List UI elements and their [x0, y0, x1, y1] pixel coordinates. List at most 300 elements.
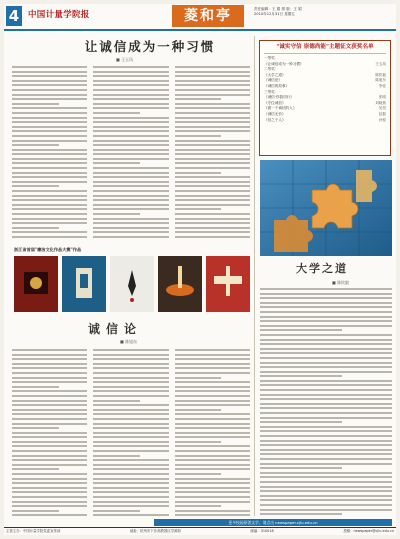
award-entry-author: 吴昊	[378, 106, 386, 111]
body-text-line	[93, 510, 140, 512]
text-column	[12, 349, 87, 519]
body-text-line	[93, 204, 168, 206]
body-text-line	[12, 445, 87, 447]
body-text-line	[93, 390, 168, 392]
body-text-line	[93, 441, 168, 443]
body-text-line	[12, 112, 87, 114]
body-text-line	[12, 103, 59, 105]
body-text-line	[175, 445, 250, 447]
body-text-line	[260, 334, 392, 336]
puzzle-image	[260, 160, 392, 256]
date-line: 2010年12月31日 星期五	[254, 12, 295, 16]
body-text-line	[175, 450, 250, 452]
body-text-line	[12, 423, 87, 425]
body-text-line	[12, 377, 87, 379]
body-text-line	[175, 496, 250, 498]
body-text-line	[12, 199, 87, 201]
body-text-line	[175, 487, 250, 489]
article-byline	[116, 57, 133, 62]
poster-art	[62, 256, 106, 312]
body-text-line	[175, 176, 250, 178]
body-text-line	[175, 501, 250, 503]
article-title: 让诚信成为一种习惯	[84, 39, 216, 54]
award-entry-title: 三等奖：	[264, 89, 279, 94]
award-list-item	[264, 118, 386, 124]
body-text-line	[175, 112, 250, 114]
body-text-line	[12, 89, 87, 91]
body-text-line	[93, 172, 168, 174]
newspaper-page	[4, 4, 396, 535]
body-text-line	[93, 162, 140, 164]
body-text-line	[175, 400, 250, 402]
body-text-line	[93, 94, 168, 96]
body-text-line	[175, 436, 250, 438]
body-text-line	[175, 409, 222, 411]
body-text-line	[175, 491, 250, 493]
byline-marker-icon: ■	[116, 57, 122, 62]
body-text-line	[93, 231, 168, 233]
body-text-line	[12, 436, 87, 438]
body-text-line	[260, 495, 392, 497]
body-text-line	[175, 135, 222, 137]
body-text-line	[175, 140, 250, 142]
body-text-line	[12, 505, 87, 507]
body-text-line	[260, 339, 392, 341]
body-text-line	[175, 190, 250, 192]
body-text-line	[260, 343, 392, 345]
award-entry-author: 刘晓燕	[375, 100, 386, 105]
body-text-line	[93, 473, 168, 475]
body-text-line	[260, 435, 392, 437]
poster-caption: 浙江省首届"廉洁文化作品大赛"作品	[14, 247, 82, 252]
body-text-line	[93, 445, 168, 447]
award-entry-title: 《做一个诚信的人》	[264, 106, 297, 111]
body-text-line	[93, 349, 168, 351]
body-text-line	[93, 84, 168, 86]
body-text-line	[260, 302, 392, 304]
body-text-line	[175, 158, 250, 160]
body-text-line	[260, 440, 392, 442]
body-text-line	[12, 464, 87, 466]
body-text-line	[93, 372, 168, 374]
award-entry-author: 孙悦	[378, 117, 386, 122]
body-text-line	[260, 504, 392, 506]
body-text-line	[93, 130, 168, 132]
body-text-line	[12, 496, 87, 498]
body-text-line	[175, 94, 250, 96]
footer	[6, 529, 394, 534]
body-text-line	[175, 213, 250, 215]
body-text-line	[93, 195, 168, 197]
body-text-line	[93, 80, 168, 82]
footer-rule	[4, 527, 396, 528]
body-text-line	[93, 149, 168, 151]
body-text-line	[12, 130, 87, 132]
body-text-line	[93, 404, 168, 406]
body-text-line	[93, 135, 168, 137]
byline-name: 陈旭东	[125, 339, 138, 344]
body-text-line	[12, 349, 87, 351]
body-text-line	[93, 514, 168, 516]
body-text-line	[175, 482, 250, 484]
body-text-line	[260, 316, 392, 318]
body-text-line	[260, 398, 392, 400]
body-text-line	[93, 409, 168, 411]
body-text-line	[12, 441, 87, 443]
award-entry-title: 《守住诚信》	[264, 100, 286, 105]
footer-postcode: 邮编：310018	[250, 529, 274, 533]
body-text-line	[175, 153, 250, 155]
body-text-line	[93, 367, 168, 369]
masthead	[4, 4, 396, 28]
body-text-line	[260, 458, 392, 460]
body-text-line	[93, 199, 168, 201]
body-text-line	[93, 176, 168, 178]
body-text-line	[93, 400, 140, 402]
award-entry-title: 《诚信无价》	[264, 111, 286, 116]
body-text-line	[260, 348, 392, 350]
body-text-line	[175, 130, 250, 132]
body-text-line	[260, 421, 342, 423]
body-text-line	[260, 481, 392, 483]
body-text-line	[175, 204, 250, 206]
poster-image	[158, 256, 202, 312]
byline-marker-icon: ■	[332, 280, 338, 285]
body-text-line	[12, 400, 87, 402]
body-text-line	[93, 144, 168, 146]
body-text-line	[175, 432, 250, 434]
body-text-line	[12, 176, 87, 178]
article-title: 大学之道	[296, 262, 348, 275]
body-text-line	[175, 103, 250, 105]
body-text-line	[12, 80, 87, 82]
body-text-line	[175, 427, 250, 429]
body-text-line	[12, 227, 59, 229]
body-text-line	[93, 418, 168, 420]
body-text-line	[93, 413, 168, 415]
award-entry-title: 一等奖：	[264, 56, 279, 60]
body-text-line	[175, 84, 250, 86]
body-text-line	[175, 413, 250, 415]
body-text-line	[175, 117, 250, 119]
body-text-line	[12, 149, 87, 151]
body-text-line	[175, 208, 222, 210]
body-text-line	[12, 204, 87, 206]
footer-publisher: 主管主办：中国计量学院党委宣传部	[6, 529, 61, 533]
body-text-line	[93, 450, 168, 452]
body-text-line	[12, 107, 87, 109]
article-byline	[332, 280, 349, 285]
column-divider	[254, 36, 255, 516]
body-text-line	[175, 71, 250, 73]
award-entry-title: 《让诚信成为一种习惯》	[264, 61, 304, 66]
body-text-line	[12, 478, 87, 480]
body-text-line	[93, 377, 168, 379]
body-text-line	[260, 490, 392, 492]
body-text-line	[93, 75, 168, 77]
body-text-line	[12, 236, 87, 238]
body-text-line	[260, 371, 392, 373]
body-text-line	[260, 426, 392, 428]
body-text-line	[175, 195, 250, 197]
body-text-line	[93, 478, 168, 480]
body-text-line	[175, 468, 250, 470]
body-text-line	[175, 386, 250, 388]
award-entry-author: 陈旭东	[375, 78, 386, 83]
body-text-line	[93, 505, 168, 507]
award-list	[264, 56, 386, 123]
body-text-line	[175, 354, 250, 356]
body-text-line	[175, 66, 250, 68]
body-text-line	[12, 427, 59, 429]
masthead-meta	[254, 7, 394, 17]
body-text-line	[12, 66, 87, 68]
article-title: 诚信论	[88, 322, 143, 336]
body-text-line	[93, 117, 168, 119]
body-text-line	[93, 190, 168, 192]
body-text-line	[175, 107, 250, 109]
body-text-line	[175, 372, 250, 374]
body-text-line	[12, 84, 87, 86]
body-text-line	[175, 149, 250, 151]
body-text-line	[12, 167, 87, 169]
body-text-line	[93, 181, 168, 183]
body-text-line	[175, 390, 250, 392]
article-byline	[120, 339, 137, 344]
body-text-line	[175, 222, 250, 224]
body-text-line	[260, 366, 392, 368]
body-text-line	[93, 213, 140, 215]
body-text-line	[12, 432, 87, 434]
body-text-line	[175, 126, 250, 128]
body-text-line	[93, 386, 168, 388]
body-text-line	[12, 404, 87, 406]
body-text-line	[93, 89, 168, 91]
body-text-line	[175, 473, 222, 475]
award-entry-title: 《诚信论》	[264, 78, 282, 83]
body-text-line	[93, 185, 168, 187]
body-text-line	[12, 487, 87, 489]
body-text-line	[260, 486, 392, 488]
body-text-line	[93, 395, 168, 397]
award-entry-title: 《诚信的故事》	[264, 83, 290, 88]
body-text-line	[175, 404, 250, 406]
body-text-line	[93, 140, 168, 142]
body-text-line	[175, 349, 250, 351]
body-text-line	[12, 468, 59, 470]
body-text-line	[260, 320, 392, 322]
body-text-line	[260, 362, 392, 364]
byline-marker-icon: ■	[120, 339, 126, 344]
body-text-line	[93, 468, 168, 470]
body-text-line	[93, 107, 168, 109]
body-text-line	[260, 499, 392, 501]
body-text-line	[12, 358, 87, 360]
body-text-line	[12, 185, 59, 187]
body-text-line	[260, 306, 392, 308]
poster-art	[14, 256, 58, 312]
body-text-line	[93, 103, 168, 105]
text-column	[93, 66, 168, 243]
body-text-line	[260, 380, 392, 382]
body-text-line	[175, 162, 250, 164]
body-text-line	[260, 509, 392, 511]
body-text-line	[12, 117, 87, 119]
byline-name: 陈钦毅	[337, 280, 350, 285]
body-text-line	[12, 501, 87, 503]
body-text-line	[175, 377, 222, 379]
body-text-line	[175, 418, 250, 420]
body-text-line	[175, 199, 250, 201]
body-text-line	[175, 236, 250, 238]
byline-name: 王玉凤	[121, 57, 134, 62]
body-text-line	[12, 514, 87, 516]
body-text-line	[175, 218, 250, 220]
body-text-line	[260, 476, 392, 478]
body-text-line	[12, 144, 59, 146]
body-text-line	[93, 459, 168, 461]
body-text-line	[260, 389, 392, 391]
body-text-line	[260, 394, 392, 396]
body-text-line	[12, 222, 87, 224]
body-text-line	[12, 98, 87, 100]
body-text-line	[175, 478, 250, 480]
body-text-line	[12, 381, 87, 383]
page-number: 4	[6, 6, 22, 26]
body-text-line	[12, 418, 87, 420]
footer-email: 投稿：newspaper@cjlu.edu.cn	[343, 529, 394, 533]
body-text-line	[12, 409, 87, 411]
masthead-rule	[4, 29, 396, 31]
body-text-line	[93, 491, 168, 493]
body-text-line	[260, 513, 342, 515]
body-text-line	[12, 450, 87, 452]
body-text-line	[12, 172, 87, 174]
footer-address: 地址：杭州市下沙高教园区学源街	[129, 529, 181, 533]
body-text-line	[93, 167, 168, 169]
body-text-line	[12, 208, 87, 210]
body-text-line	[12, 158, 87, 160]
body-text-line	[260, 417, 392, 419]
body-text-line	[12, 455, 87, 457]
body-text-line	[260, 412, 392, 414]
body-text-line	[260, 288, 392, 290]
body-text-line	[175, 98, 222, 100]
body-text-line	[93, 432, 168, 434]
body-text-line	[260, 407, 392, 409]
body-text-line	[93, 227, 168, 229]
body-text-line	[12, 94, 87, 96]
body-text-line	[175, 423, 250, 425]
body-text-line	[175, 172, 222, 174]
award-entry-title: 二等奖：	[264, 67, 279, 72]
body-text-line	[93, 381, 168, 383]
poster-image	[110, 256, 154, 312]
award-entry-title: 《大学之道》	[264, 72, 286, 77]
body-text-line	[93, 208, 168, 210]
body-text-line	[93, 363, 168, 365]
editor-line: 责任编辑：王 娟 排 版：王 娟	[254, 7, 302, 11]
body-text-line	[93, 496, 168, 498]
body-text-line	[12, 181, 87, 183]
body-text-line	[260, 384, 392, 386]
body-text-line	[175, 185, 250, 187]
body-text-line	[175, 227, 250, 229]
body-text-line	[175, 510, 250, 512]
article-body	[12, 66, 250, 243]
body-text-line	[260, 453, 392, 455]
body-text-line	[260, 297, 392, 299]
body-text-line	[93, 436, 168, 438]
award-entry-author: 陈钦毅	[375, 72, 386, 77]
body-text-line	[93, 358, 168, 360]
article-body	[260, 288, 392, 516]
body-text-line	[12, 153, 87, 155]
body-text-line	[93, 423, 168, 425]
body-text-line	[175, 464, 250, 466]
body-text-line	[12, 386, 59, 388]
body-text-line	[175, 181, 250, 183]
body-text-line	[12, 162, 87, 164]
text-column	[93, 349, 168, 519]
body-text-line	[260, 403, 392, 405]
body-text-line	[175, 80, 250, 82]
body-text-line	[93, 218, 168, 220]
body-text-line	[93, 487, 168, 489]
body-text-line	[175, 459, 250, 461]
text-column	[175, 66, 250, 243]
body-text-line	[175, 144, 250, 146]
body-text-line	[12, 395, 87, 397]
body-text-line	[12, 473, 87, 475]
award-list-box	[259, 40, 391, 156]
body-text-line	[260, 357, 392, 359]
award-entry-author: 张明	[378, 95, 386, 100]
body-text-line	[175, 381, 250, 383]
award-list-title: "诚实守信 崇德尚能"主题征文获奖名单	[264, 44, 386, 54]
body-text-line	[175, 358, 250, 360]
body-text-line	[93, 222, 168, 224]
body-text-line	[260, 444, 392, 446]
website-link-banner[interactable]: 更多校园原创文学，请点击 newspaper.cjlu.edu.cn	[154, 519, 392, 526]
body-text-line	[260, 467, 342, 469]
text-column	[12, 66, 87, 243]
body-text-line	[12, 135, 87, 137]
body-text-line	[93, 464, 168, 466]
award-entry-author: 王玉凤	[375, 61, 386, 66]
award-entry-title: 《诚信·你我同行》	[264, 95, 294, 100]
body-text-line	[93, 66, 168, 68]
poster-strip	[14, 256, 250, 312]
puzzle-illustration	[260, 160, 392, 256]
body-text-line	[12, 367, 87, 369]
award-entry-author: 李佳	[378, 83, 386, 88]
body-text-line	[93, 158, 168, 160]
body-text-line	[12, 363, 87, 365]
body-text-line	[93, 126, 168, 128]
body-text-line	[12, 140, 87, 142]
body-text-line	[12, 413, 87, 415]
poster-image	[62, 256, 106, 312]
body-text-line	[175, 455, 250, 457]
body-text-line	[260, 311, 392, 313]
body-text-line	[12, 218, 87, 220]
body-text-line	[175, 75, 250, 77]
body-text-line	[12, 390, 87, 392]
body-text-line	[260, 293, 392, 295]
body-text-line	[12, 231, 87, 233]
body-text-line	[93, 455, 140, 457]
